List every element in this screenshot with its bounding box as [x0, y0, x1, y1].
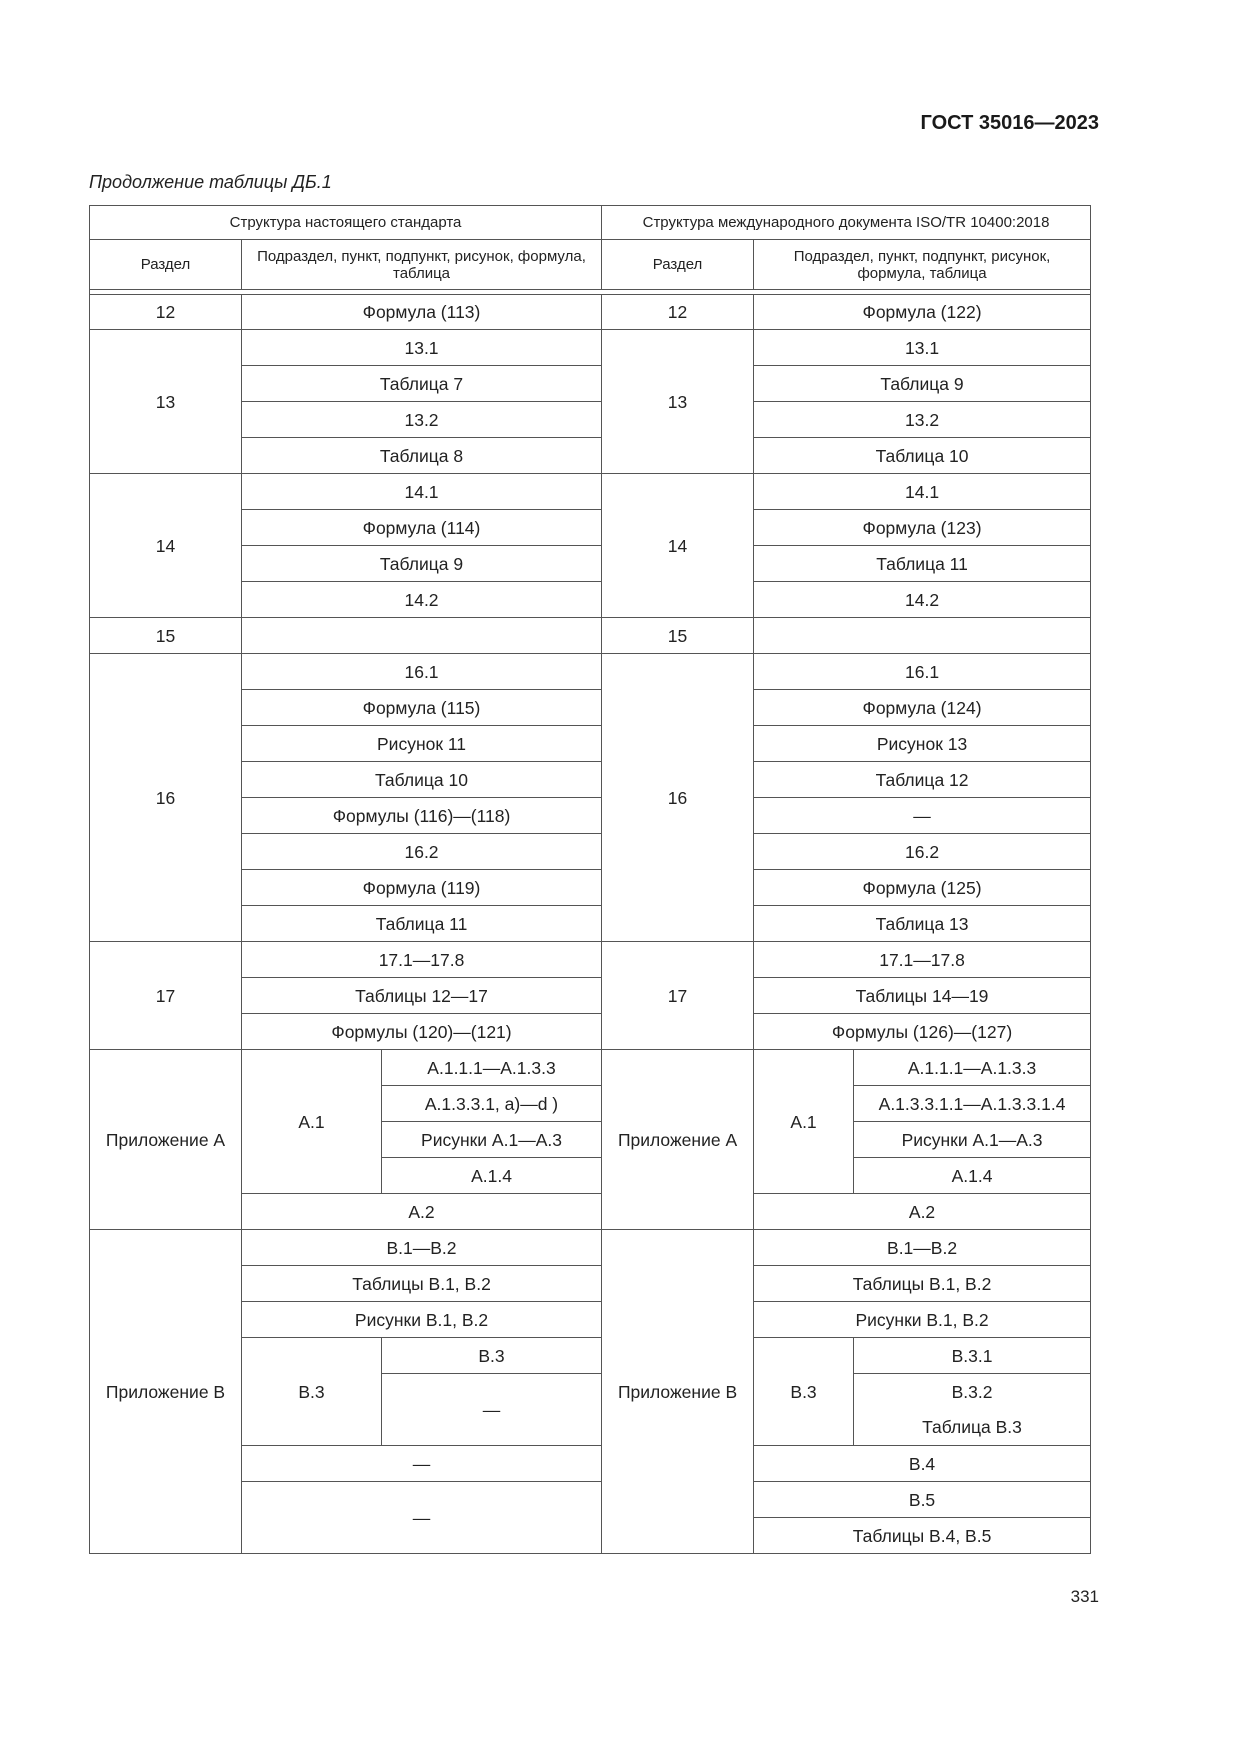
sub-cell: Таблицы В.1, В.2 — [754, 1266, 1091, 1302]
sub-cell: 13.2 — [242, 402, 602, 438]
sub-cell: Таблицы В.1, В.2 — [242, 1266, 602, 1302]
sub-cell: Рисунки А.1—А.3 — [854, 1122, 1091, 1158]
sub-cell: 13.1 — [242, 330, 602, 366]
sub-cell: Таблица 10 — [754, 438, 1091, 474]
sub-cell: 14.1 — [242, 474, 602, 510]
sub-cell: Формула (114) — [242, 510, 602, 546]
section-cell: Приложение А — [602, 1050, 754, 1230]
sub-cell: В.3.1 — [854, 1338, 1091, 1374]
section-cell: 12 — [602, 295, 754, 330]
header-group-right: Структура международного документа ISO/TR 10400:2018 — [602, 206, 1091, 240]
sub-cell: — — [754, 798, 1091, 834]
sub-cell-empty — [242, 618, 602, 654]
section-cell: 12 — [90, 295, 242, 330]
sub-cell: А.2 — [242, 1194, 602, 1230]
table-caption: Продолжение таблицы ДБ.1 — [89, 172, 332, 192]
section-cell: 14 — [90, 474, 242, 618]
sub-cell: Формула (123) — [754, 510, 1091, 546]
sub-cell: Рисунок 13 — [754, 726, 1091, 762]
section-cell: Приложение В — [602, 1230, 754, 1554]
sub-cell: Формула (119) — [242, 870, 602, 906]
section-cell: Приложение А — [90, 1050, 242, 1230]
sub-cell: 16.2 — [754, 834, 1091, 870]
correspondence-table — [89, 205, 1091, 1554]
header-group-left: Структура настоящего стандарта — [90, 206, 602, 240]
sub-cell: Таблица 11 — [754, 546, 1091, 582]
sub-cell: Формулы (126)—(127) — [754, 1014, 1091, 1050]
sub-cell: В.3 — [382, 1338, 602, 1374]
sub-cell: Формула (113) — [242, 295, 602, 330]
sub-cell: В.4 — [754, 1446, 1091, 1482]
sub-cell-empty — [754, 618, 1091, 654]
sub-cell: 16.1 — [242, 654, 602, 690]
sub-cell: Таблица 8 — [242, 438, 602, 474]
subsection-cell: В.3 — [754, 1338, 854, 1446]
sub-cell: Рисунки А.1—А.3 — [382, 1122, 602, 1158]
sub-cell: Формула (124) — [754, 690, 1091, 726]
sub-cell: В.1—В.2 — [242, 1230, 602, 1266]
section-cell: Приложение В — [90, 1230, 242, 1554]
sub-cell: А.1.1.1—А.1.3.3 — [854, 1050, 1091, 1086]
sub-cell: 14.2 — [754, 582, 1091, 618]
sub-cell: Таблица 12 — [754, 762, 1091, 798]
sub-cell: А.2 — [754, 1194, 1091, 1230]
sub-cell: Формулы (120)—(121) — [242, 1014, 602, 1050]
sub-cell: А.1.4 — [854, 1158, 1091, 1194]
section-cell: 16 — [90, 654, 242, 942]
section-cell: 17 — [602, 942, 754, 1050]
subsection-cell: А.1 — [242, 1050, 382, 1194]
page-number: 331 — [1070, 1587, 1099, 1606]
sub-cell: Таблица 11 — [242, 906, 602, 942]
sub-cell: — — [242, 1482, 602, 1554]
sub-cell: — — [382, 1374, 602, 1446]
sub-cell: А.1.1.1—А.1.3.3 — [382, 1050, 602, 1086]
section-cell: 13 — [602, 330, 754, 474]
table-row — [90, 330, 1091, 366]
section-cell: 16 — [602, 654, 754, 942]
sub-cell: Таблицы 12—17 — [242, 978, 602, 1014]
sub-cell: Таблица 13 — [754, 906, 1091, 942]
sub-cell: 16.1 — [754, 654, 1091, 690]
sub-cell: Формулы (116)—(118) — [242, 798, 602, 834]
sub-cell: Таблица 9 — [754, 366, 1091, 402]
sub-cell: Формула (115) — [242, 690, 602, 726]
table-row — [90, 1050, 1091, 1086]
sub-cell: 16.2 — [242, 834, 602, 870]
header-sub-left: Подраздел, пункт, подпункт, рисунок, формула, таблица — [242, 240, 602, 290]
sub-cell: Формула (122) — [754, 295, 1091, 330]
subsection-cell: А.1 — [754, 1050, 854, 1194]
sub-cell: 13.2 — [754, 402, 1091, 438]
sub-cell: Таблица 9 — [242, 546, 602, 582]
table-row — [90, 474, 1091, 510]
table-row — [90, 618, 1091, 654]
document-code: ГОСТ 35016—2023 — [920, 112, 1099, 134]
sub-cell: Таблица 7 — [242, 366, 602, 402]
sub-cell: А.1.3.3.1, а)—d ) — [382, 1086, 602, 1122]
sub-cell: А.1.4 — [382, 1158, 602, 1194]
sub-cell: 14.1 — [754, 474, 1091, 510]
sub-cell: Рисунки В.1, В.2 — [754, 1302, 1091, 1338]
section-cell: 15 — [602, 618, 754, 654]
table-row — [90, 1230, 1091, 1266]
sub-cell: Формула (125) — [754, 870, 1091, 906]
sub-cell: В.3.2 — [854, 1374, 1091, 1410]
table-row — [90, 654, 1091, 690]
sub-cell: В.5 — [754, 1482, 1091, 1518]
sub-cell: 14.2 — [242, 582, 602, 618]
header-section-left: Раздел — [90, 240, 242, 290]
sub-cell: Таблица В.3 — [854, 1410, 1091, 1446]
section-cell: 13 — [90, 330, 242, 474]
sub-cell: 17.1—17.8 — [242, 942, 602, 978]
sub-cell: Рисунок 11 — [242, 726, 602, 762]
header-sub-right: Подраздел, пункт, подпункт, рисунок, формула, таблица — [754, 240, 1091, 290]
sub-cell: А.1.3.3.1.1—А.1.3.3.1.4 — [854, 1086, 1091, 1122]
sub-cell: Таблицы В.4, В.5 — [754, 1518, 1091, 1554]
subsection-cell: В.3 — [242, 1338, 382, 1446]
section-cell: 17 — [90, 942, 242, 1050]
table-row — [90, 295, 1091, 330]
section-cell: 14 — [602, 474, 754, 618]
sub-cell: Таблица 10 — [242, 762, 602, 798]
sub-cell: 17.1—17.8 — [754, 942, 1091, 978]
section-cell: 15 — [90, 618, 242, 654]
sub-cell: 13.1 — [754, 330, 1091, 366]
sub-cell: Рисунки В.1, В.2 — [242, 1302, 602, 1338]
sub-cell: Таблицы 14—19 — [754, 978, 1091, 1014]
sub-cell: В.1—В.2 — [754, 1230, 1091, 1266]
sub-cell: — — [242, 1446, 602, 1482]
header-section-right: Раздел — [602, 240, 754, 290]
table-row — [90, 942, 1091, 978]
